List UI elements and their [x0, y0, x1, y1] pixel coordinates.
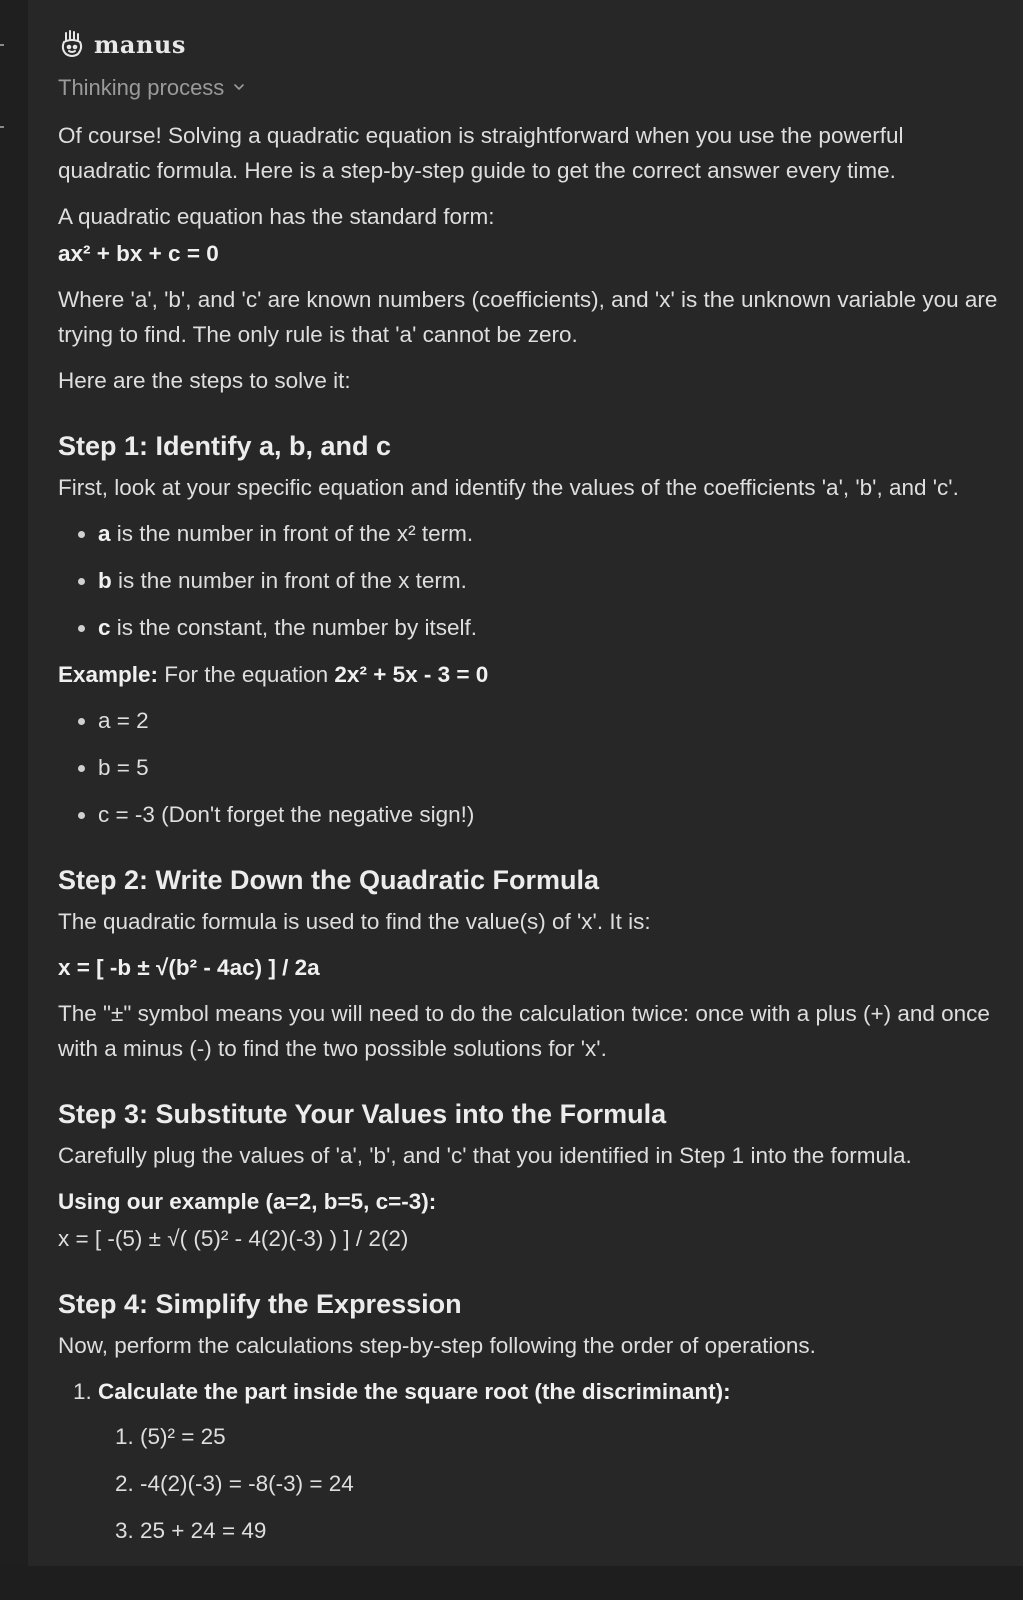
- list-item: 3. 25 + 24 = 49: [140, 1513, 998, 1548]
- discriminant-steps: [98, 1419, 998, 1548]
- manus-hand-icon: [58, 28, 86, 60]
- plus-minus-note: The "±" symbol means you will need to do the calculation twice: once with a plus (+) and once with a minus (-) to find the two possible solutions for 'x'.: [58, 1001, 990, 1061]
- step3-example-formula: x = [ -(5) ± √( (5)² - 4(2)(-3) ) ] / 2(2): [58, 1226, 409, 1251]
- chevron-down-icon: [232, 80, 246, 94]
- coefficient-definitions: [58, 516, 998, 645]
- sidebar-marker: [0, 44, 4, 46]
- step3-description: Carefully plug the values of 'a', 'b', and 'c' that you identified in Step 1 into the formula.: [58, 1143, 912, 1168]
- list-item: 1. Calculate the part inside the square root (the discriminant): 1. (5)² = 25 2. -4(2)(-3) = -8(-3) = 24 3. 25 + 24 = 49: [98, 1374, 998, 1548]
- standard-form-equation: ax² + bx + c = 0: [58, 241, 219, 266]
- step2-description: The quadratic formula is used to find the value(s) of 'x'. It is:: [58, 909, 651, 934]
- list-item: • c is the constant, the number by itself.: [98, 610, 998, 645]
- chat-message: [58, 26, 998, 1560]
- coefficients-paragraph: Where 'a', 'b', and 'c' are known numbers (coefficients), and 'x' is the unknown variable you are trying to find. The only rule is that 'a' cannot be zero.: [58, 287, 998, 347]
- brand-name: manus: [94, 29, 186, 59]
- step1-example: Example: For the equation 2x² + 5x - 3 = 0: [58, 662, 489, 687]
- step4-heading: Step 4: Simplify the Expression: [58, 1289, 462, 1319]
- list-item: • c = -3 (Don't forget the negative sign!): [98, 797, 998, 832]
- step4-description: Now, perform the calculations step-by-step following the order of operations.: [58, 1333, 816, 1358]
- step1-heading: Step 1: Identify a, b, and c: [58, 431, 392, 461]
- thinking-process-label: Thinking process: [58, 74, 225, 100]
- list-item: • b is the number in front of the x term.: [98, 563, 998, 598]
- sidebar-marker: [0, 126, 4, 128]
- bottom-bar: [0, 1566, 1023, 1600]
- intro-paragraph: Of course! Solving a quadratic equation is straightforward when you use the powerful quadratic formula. Here is a step-by-step guide to get the correct answer every time.: [58, 123, 904, 183]
- simplify-steps: [58, 1374, 998, 1548]
- quadratic-formula: x = [ -b ± √(b² - 4ac) ] / 2a: [58, 955, 320, 980]
- thinking-process-toggle[interactable]: [58, 72, 998, 102]
- list-item: 1. (5)² = 25: [140, 1419, 998, 1454]
- list-item: • b = 5: [98, 750, 998, 785]
- assistant-header: [58, 26, 998, 62]
- step3-example-label: Using our example (a=2, b=5, c=-3):: [58, 1189, 437, 1214]
- list-item: • a is the number in front of the x² term.: [98, 516, 998, 551]
- list-item: • a = 2: [98, 703, 998, 738]
- step1-description: First, look at your specific equation and identify the values of the coefficients 'a', 'b', and 'c'.: [58, 475, 959, 500]
- left-sidebar-strip: [0, 0, 28, 1600]
- standard-form-label: A quadratic equation has the standard form:: [58, 204, 495, 229]
- example-values: [58, 703, 998, 832]
- list-item: 2. -4(2)(-3) = -8(-3) = 24: [140, 1466, 998, 1501]
- step2-heading: Step 2: Write Down the Quadratic Formula: [58, 865, 600, 895]
- steps-intro: Here are the steps to solve it:: [58, 368, 351, 393]
- step3-heading: Step 3: Substitute Your Values into the Formula: [58, 1099, 667, 1129]
